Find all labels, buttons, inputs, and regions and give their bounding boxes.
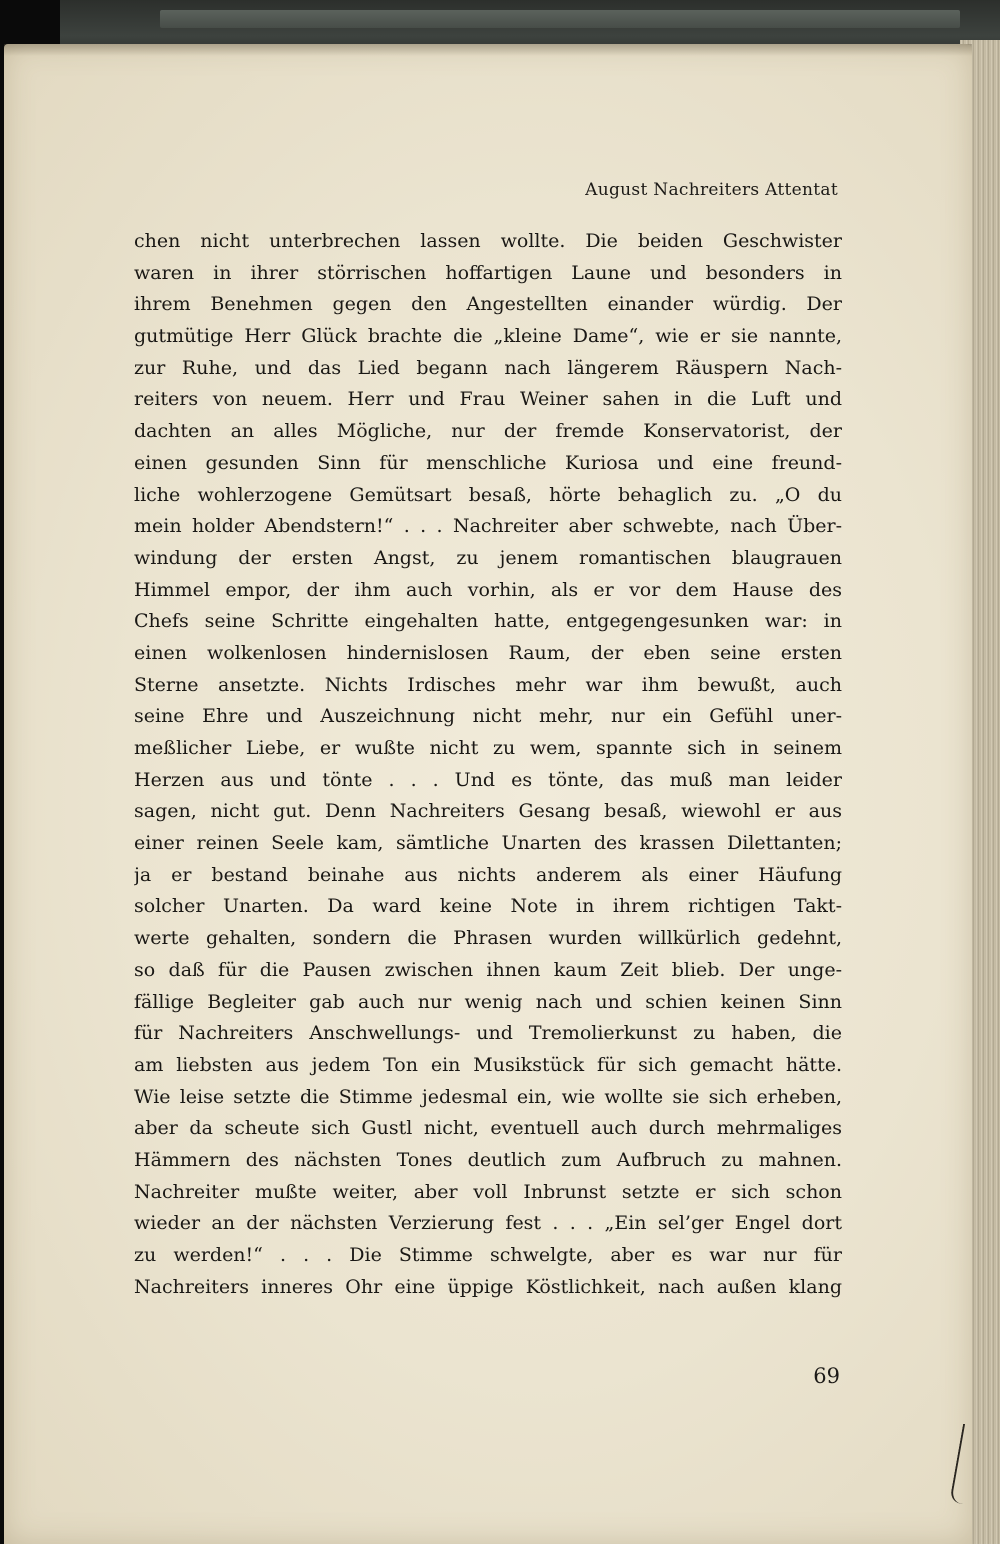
text-line: einen wolkenlosen hindernislosen Raum, der eben seine ersten xyxy=(134,641,842,664)
text-line: Nachreiter mußte weiter, aber voll Inbrunst setzte er sich schon xyxy=(134,1180,842,1203)
page-shadow xyxy=(4,44,972,56)
text-line: fällige Begleiter gab auch nur wenig nach und schien keinen Sinn xyxy=(134,990,842,1013)
text-line: Hämmern des nächsten Tones deutlich zum Aufbruch zu mahnen. xyxy=(134,1148,842,1171)
text-line: reiters von neuem. Herr und Frau Weiner sahen in die Luft und xyxy=(134,388,842,411)
text-line: ihrem Benehmen gegen den Angestellten einander würdig. Der xyxy=(134,293,842,316)
text-line: sagen, nicht gut. Denn Nachreiters Gesang besaß, wiewohl er aus xyxy=(134,800,842,823)
text-line: Wie leise setzte die Stimme jedesmal ein, wie wollte sie sich erheben, xyxy=(134,1085,842,1108)
text-line: dachten an alles Mögliche, nur der fremde Konservatorist, der xyxy=(134,420,842,443)
body-text xyxy=(134,226,842,1303)
page-number: 69 xyxy=(813,1364,840,1388)
text-line: ja er bestand beinahe aus nichts anderem als einer Häufung xyxy=(134,863,842,886)
text-line: liche wohlerzogene Gemütsart besaß, hörte behaglich zu. „O du xyxy=(134,483,842,506)
text-line: meßlicher Liebe, er wußte nicht zu wem, spannte sich in seinem xyxy=(134,737,842,759)
text-line: waren in ihrer störrischen hoffartigen Laune und besonders in xyxy=(134,261,842,284)
text-line: zur Ruhe, und das Lied begann nach längerem Räuspern Nach- xyxy=(134,356,842,379)
text-line: am liebsten aus jedem Ton ein Musikstück für sich gemacht hätte. xyxy=(134,1053,842,1076)
text-line: Nachreiters inneres Ohr eine üppige Köstlichkeit, nach außen klang xyxy=(134,1275,842,1298)
text-line: chen nicht unterbrechen lassen wollte. Die beiden Geschwister xyxy=(134,230,842,252)
text-line: seine Ehre und Auszeichnung nicht mehr, nur ein Gefühl uner- xyxy=(134,705,842,728)
text-line: solcher Unarten. Da ward keine Note in ihrem richtigen Takt- xyxy=(134,895,842,918)
text-line: Himmel empor, der ihm auch vorhin, als er vor dem Hause des xyxy=(134,578,842,601)
text-line: Herzen aus und tönte . . . Und es tönte, das muß man leider xyxy=(134,768,842,791)
text-line: aber da scheute sich Gustl nicht, eventuell auch durch mehrmaliges xyxy=(134,1117,842,1140)
text-line: werte gehalten, sondern die Phrasen wurden willkürlich gedehnt, xyxy=(134,927,842,950)
text-line: Chefs seine Schritte eingehalten hatte, entgegengesunken war: in xyxy=(134,610,842,633)
text-line: einen gesunden Sinn für menschliche Kuriosa und eine freund- xyxy=(134,451,842,474)
text-line: für Nachreiters Anschwellungs- und Tremolierkunst zu haben, die xyxy=(134,1022,842,1045)
text-line: gutmütige Herr Glück brachte die „kleine Dame“, wie er sie nannte, xyxy=(134,325,842,348)
text-line: einer reinen Seele kam, sämtliche Unarten des krassen Dilettanten; xyxy=(134,832,842,855)
text-line: zu werden!“ . . . Die Stimme schwelgte, aber es war nur für xyxy=(134,1244,842,1266)
running-head: August Nachreiters Attentat xyxy=(585,180,838,200)
text-line: mein holder Abendstern!“ . . . Nachreiter aber schwebte, nach Über- xyxy=(134,515,842,538)
text-line: wieder an der nächsten Verzierung fest . . . „Ein sel’ger Engel dort xyxy=(134,1212,842,1235)
text-line: windung der ersten Angst, zu jenem romantischen blaugrauen xyxy=(134,546,842,569)
book-cover-highlight xyxy=(160,10,960,28)
text-line: Sterne ansetzte. Nichts Irdisches mehr war ihm bewußt, auch xyxy=(134,673,842,696)
text-line: so daß für die Pausen zwischen ihnen kaum Zeit blieb. Der unge- xyxy=(134,958,842,981)
